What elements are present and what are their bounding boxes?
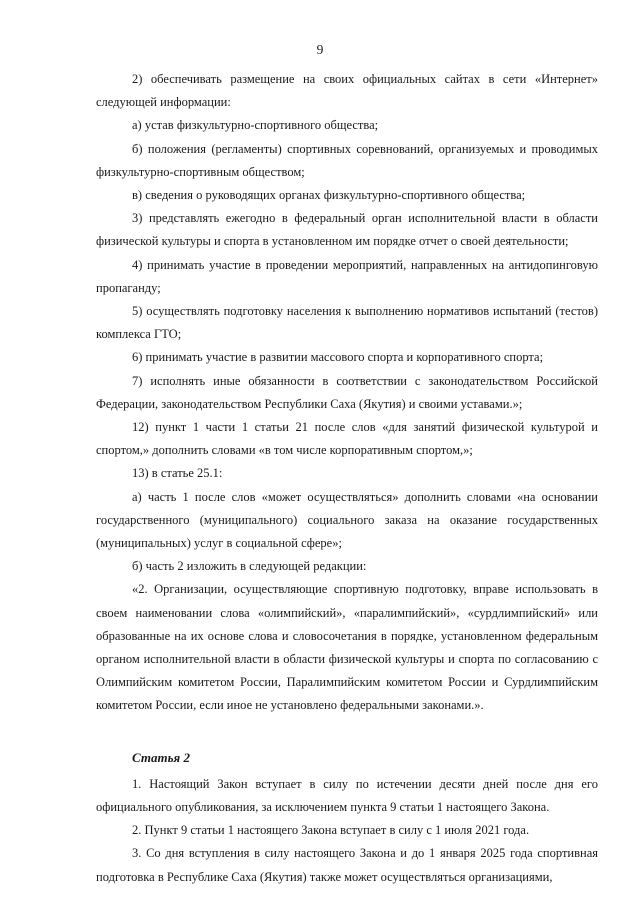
paragraph: 13) в статье 25.1: [132,466,223,481]
paragraph: 2. Пункт 9 статьи 1 настоящего Закона вступает в силу с 1 июля 2021 года. [132,823,530,838]
paragraph: а) часть 1 после слов «может осуществляться» дополнить словами «на основании государственного (муниципального) социального заказа на оказание государственных (муниципальных) услуг в социальной сфере»; [96,489,598,551]
paragraph: 6) принимать участие в развитии массового спорта и корпоративного спорта; [132,350,544,365]
paragraph: а) устав физкультурно-спортивного общества; [132,118,379,133]
paragraph: 1. Настоящий Закон вступает в силу по истечении десяти дней после дня его официального опубликования, за исключением пункта 9 статьи 1 настоящего Закона. [96,776,598,814]
paragraph: б) часть 2 изложить в следующей редакции: [132,559,367,574]
paragraph: 2) обеспечивать размещение на своих официальных сайтах в сети «Интернет» следующей информации: [96,72,598,110]
paragraph: «2. Организации, осуществляющие спортивную подготовку, вправе использовать в своем наименовании слова «олимпийский», «паралимпийский», «сурдлимпийский» или образованные на их основе слова и словосочетания в порядке, установленном федеральным органом исполнительной власти в области физической культуры и спорта по согласованию с Олимпийским комитетом России, Паралимпийским комитетом России и Сурдлимпийским комитетом России, если иное не установлено федеральными законами.». [96,582,598,713]
paragraph: 5) осуществлять подготовку населения к выполнению нормативов испытаний (тестов) комплекса ГТО; [96,304,598,342]
paragraph: 7) исполнять иные обязанности в соответствии с законодательством Российской Федерации, законодательством Республики Саха (Якутия) и своими уставами.»; [96,373,598,411]
paragraph: 3) представлять ежегодно в федеральный орган исполнительной власти в области физической культуры и спорта в установленном им порядке отчет о своей деятельности; [96,211,598,249]
paragraph: 12) пункт 1 части 1 статьи 21 после слов «для занятий физической культурой и спортом,» дополнить словами «в том числе корпоративным спортом,»; [96,420,598,458]
page-number: 9 [316,42,324,57]
article-heading: Статья 2 [132,749,190,765]
paragraph: 3. Со дня вступления в силу настоящего Закона и до 1 января 2025 года спортивная подготовка в Республике Саха (Якутия) также может осуществляться организациями, [96,846,598,884]
document-body [96,68,598,889]
paragraph: в) сведения о руководящих органах физкультурно-спортивного общества; [132,188,526,203]
paragraph: б) положения (регламенты) спортивных соревнований, организуемых и проводимых физкультурно-спортивным обществом; [96,141,598,179]
paragraph: 4) принимать участие в проведении мероприятий, направленных на антидопинговую пропаганду; [96,257,598,295]
